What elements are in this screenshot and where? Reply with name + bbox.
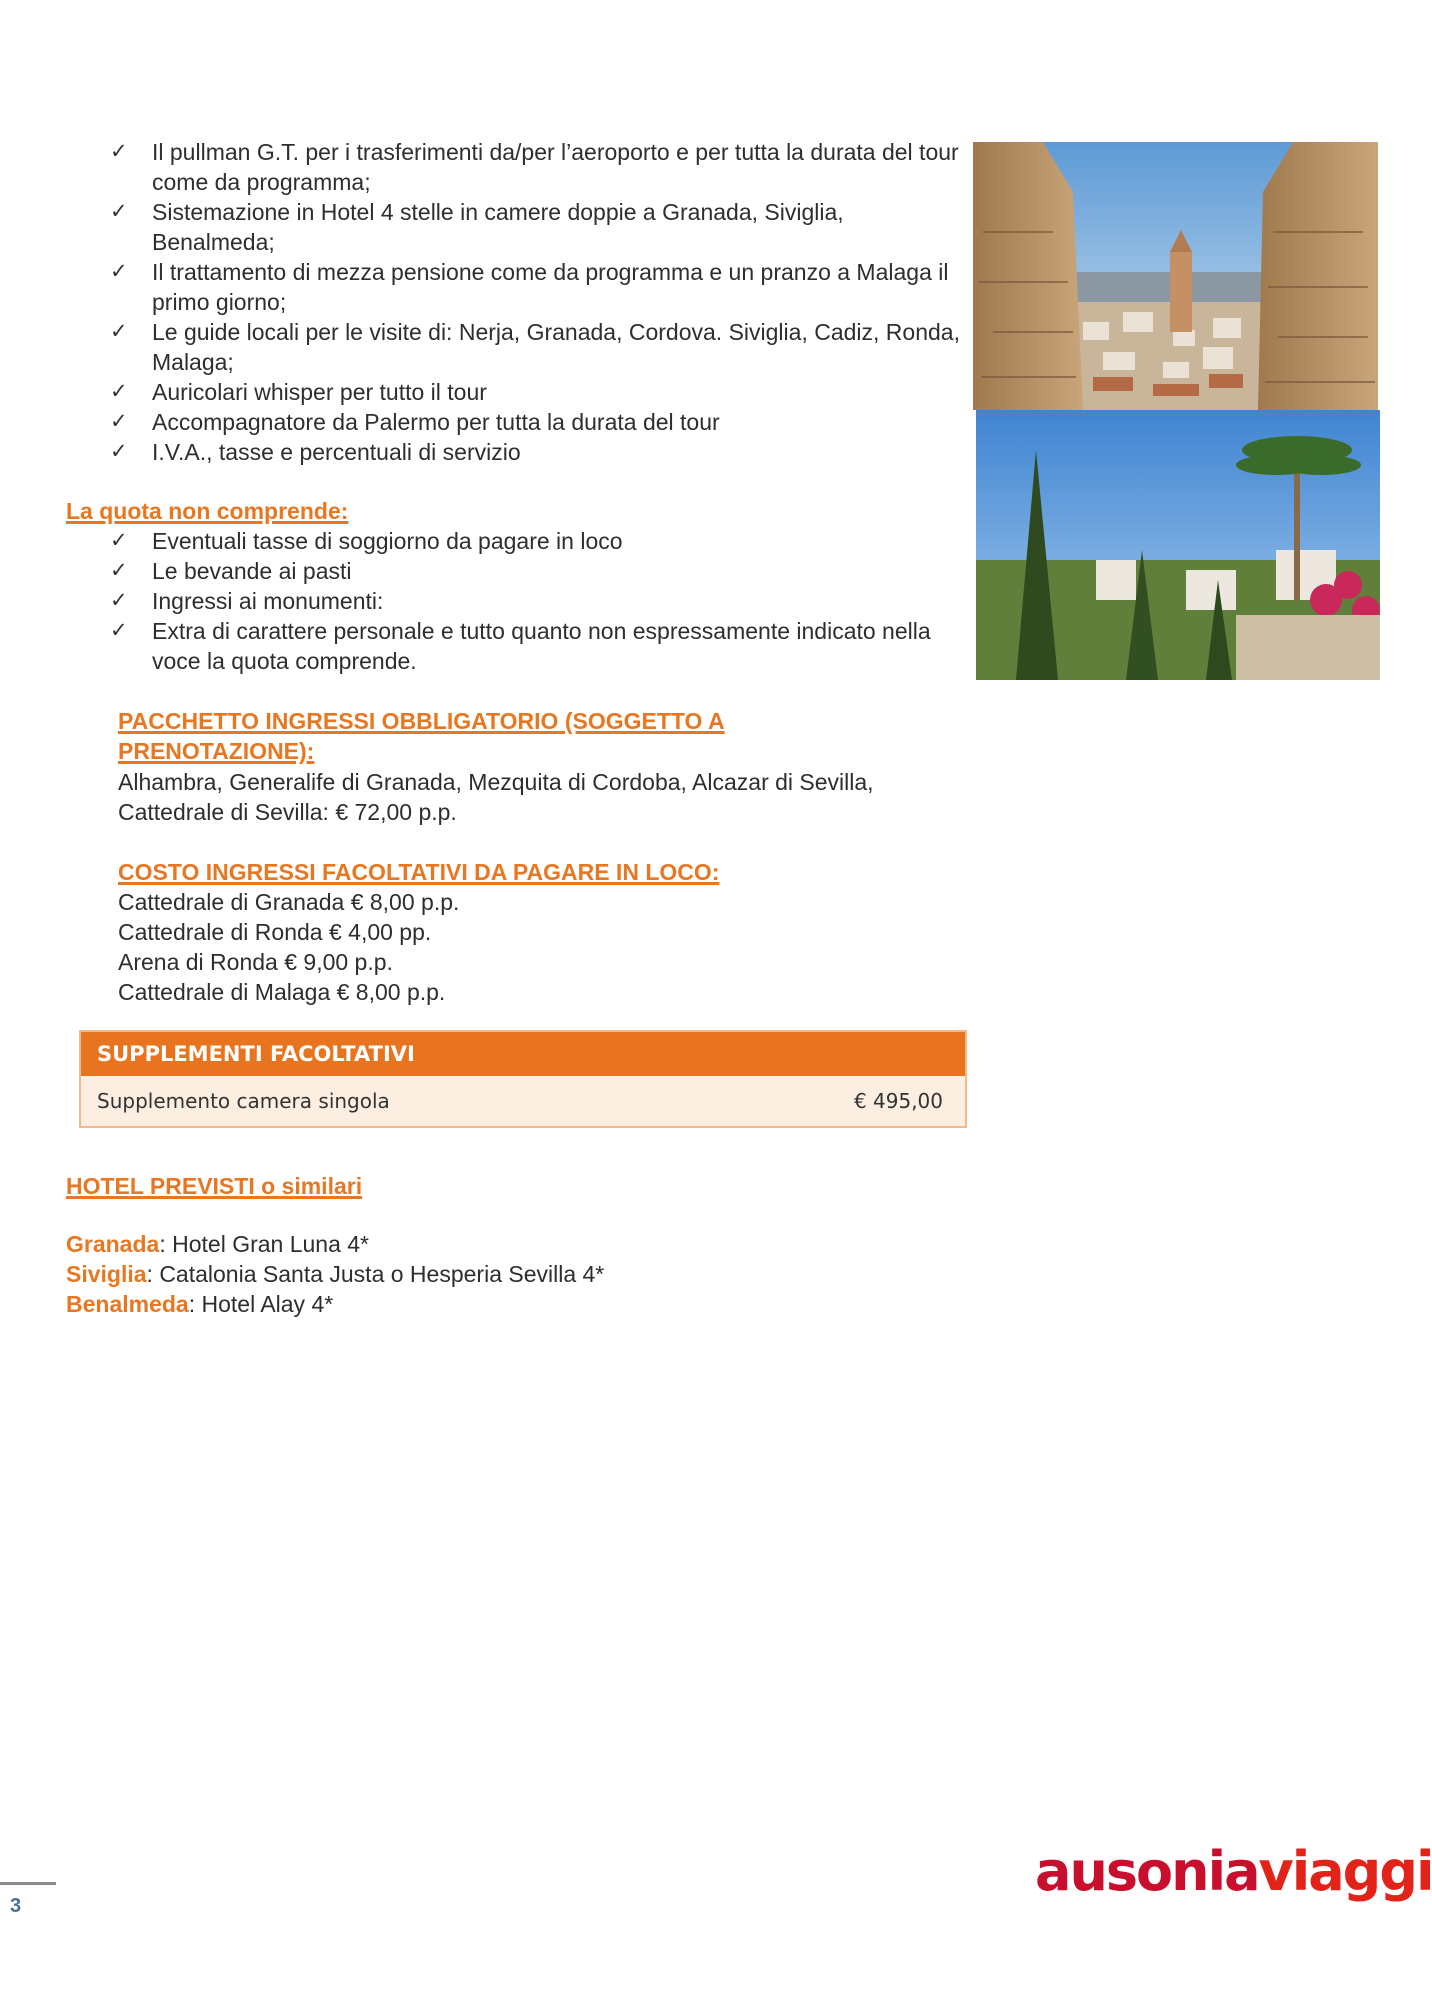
check-icon: ✓ bbox=[110, 260, 128, 283]
optional-entry: Cattedrale di Ronda € 4,00 pp. bbox=[118, 919, 432, 945]
check-icon: ✓ bbox=[110, 380, 128, 403]
mandatory-package-heading: PACCHETTO INGRESSI OBBLIGATORIO (SOGGETTO A PRENOTAZIONE): bbox=[118, 708, 725, 764]
logo-text-ausonia: ausonia bbox=[1035, 1840, 1259, 1903]
check-icon: ✓ bbox=[110, 410, 128, 433]
check-icon: ✓ bbox=[110, 559, 128, 582]
hotel-city: Granada bbox=[66, 1231, 160, 1257]
hotel-city: Siviglia bbox=[66, 1261, 147, 1287]
ausonia-viaggi-logo bbox=[1035, 1842, 1432, 1902]
list-item: ✓ I.V.A., tasse e percentuali di servizio bbox=[110, 439, 521, 465]
list-item: ✓ Auricolari whisper per tutto il tour bbox=[110, 379, 487, 405]
hotel-entry bbox=[66, 1289, 604, 1319]
hotels-heading: HOTEL PREVISTI o similari bbox=[66, 1173, 363, 1199]
optional-entry: Cattedrale di Malaga € 8,00 p.p. bbox=[118, 979, 446, 1005]
list-item: ✓ Sistemazione in Hotel 4 stelle in camere doppie a Granada, Siviglia, Benalmeda; bbox=[110, 199, 844, 255]
supplement-price: € 495,00 bbox=[853, 1089, 943, 1113]
hotel-name: : Catalonia Santa Justa o Hesperia Sevilla 4* bbox=[146, 1261, 605, 1287]
footer-rule bbox=[0, 1882, 56, 1885]
photo-malaga-battlements bbox=[973, 142, 1378, 410]
check-icon: ✓ bbox=[110, 200, 128, 223]
check-icon: ✓ bbox=[110, 589, 128, 612]
table-row bbox=[81, 1076, 965, 1126]
list-item: ✓ Ingressi ai monumenti: bbox=[110, 588, 384, 614]
list-item: ✓ Il pullman G.T. per i trasferimenti da/per l’aeroporto e per tutta la durata del tour come da programma; bbox=[110, 139, 959, 195]
list-item: ✓ Extra di carattere personale e tutto quanto non espressamente indicato nella voce la quota comprende. bbox=[110, 618, 931, 674]
optional-entries-list bbox=[118, 887, 459, 1007]
not-included-heading: La quota non comprende: bbox=[66, 498, 349, 524]
check-icon: ✓ bbox=[110, 529, 128, 552]
logo-text-viaggi: viaggi bbox=[1258, 1840, 1432, 1903]
hotel-city: Benalmeda bbox=[66, 1291, 189, 1317]
optional-entry: Arena di Ronda € 9,00 p.p. bbox=[118, 949, 393, 975]
included-list bbox=[110, 137, 970, 467]
hotel-entry bbox=[66, 1229, 604, 1259]
hotels-list bbox=[66, 1229, 604, 1319]
check-icon: ✓ bbox=[110, 320, 128, 343]
check-icon: ✓ bbox=[110, 140, 128, 163]
page-number: 3 bbox=[10, 1895, 22, 1917]
check-icon: ✓ bbox=[110, 619, 128, 642]
not-included-list bbox=[110, 526, 970, 676]
mandatory-package-text: Alhambra, Generalife di Granada, Mezquita di Cordoba, Alcazar di Sevilla, Cattedrale di Sevilla: € 72,00 p.p. bbox=[118, 769, 874, 825]
supplements-table bbox=[79, 1030, 967, 1128]
optional-entries-heading: COSTO INGRESSI FACOLTATIVI DA PAGARE IN LOCO: bbox=[118, 859, 720, 885]
list-item: ✓ Le guide locali per le visite di: Nerja, Granada, Cordova. Siviglia, Cadiz, Ronda, Malaga; bbox=[110, 319, 960, 375]
hotel-name: : Hotel Gran Luna 4* bbox=[159, 1231, 370, 1257]
list-item: ✓ Le bevande ai pasti bbox=[110, 558, 352, 584]
check-icon: ✓ bbox=[110, 440, 128, 463]
supplements-header: SUPPLEMENTI FACOLTATIVI bbox=[81, 1032, 965, 1076]
list-item: ✓ Accompagnatore da Palermo per tutta la durata del tour bbox=[110, 409, 720, 435]
list-item: ✓ Il trattamento di mezza pensione come da programma e un pranzo a Malaga il primo giorno; bbox=[110, 259, 949, 315]
photo-garden-palms bbox=[976, 410, 1380, 680]
optional-entry: Cattedrale di Granada € 8,00 p.p. bbox=[118, 889, 460, 915]
list-item: ✓ Eventuali tasse di soggiorno da pagare in loco bbox=[110, 528, 623, 554]
hotel-entry bbox=[66, 1259, 604, 1289]
hotel-name: : Hotel Alay 4* bbox=[188, 1291, 334, 1317]
supplement-label: Supplemento camera singola bbox=[97, 1089, 390, 1113]
